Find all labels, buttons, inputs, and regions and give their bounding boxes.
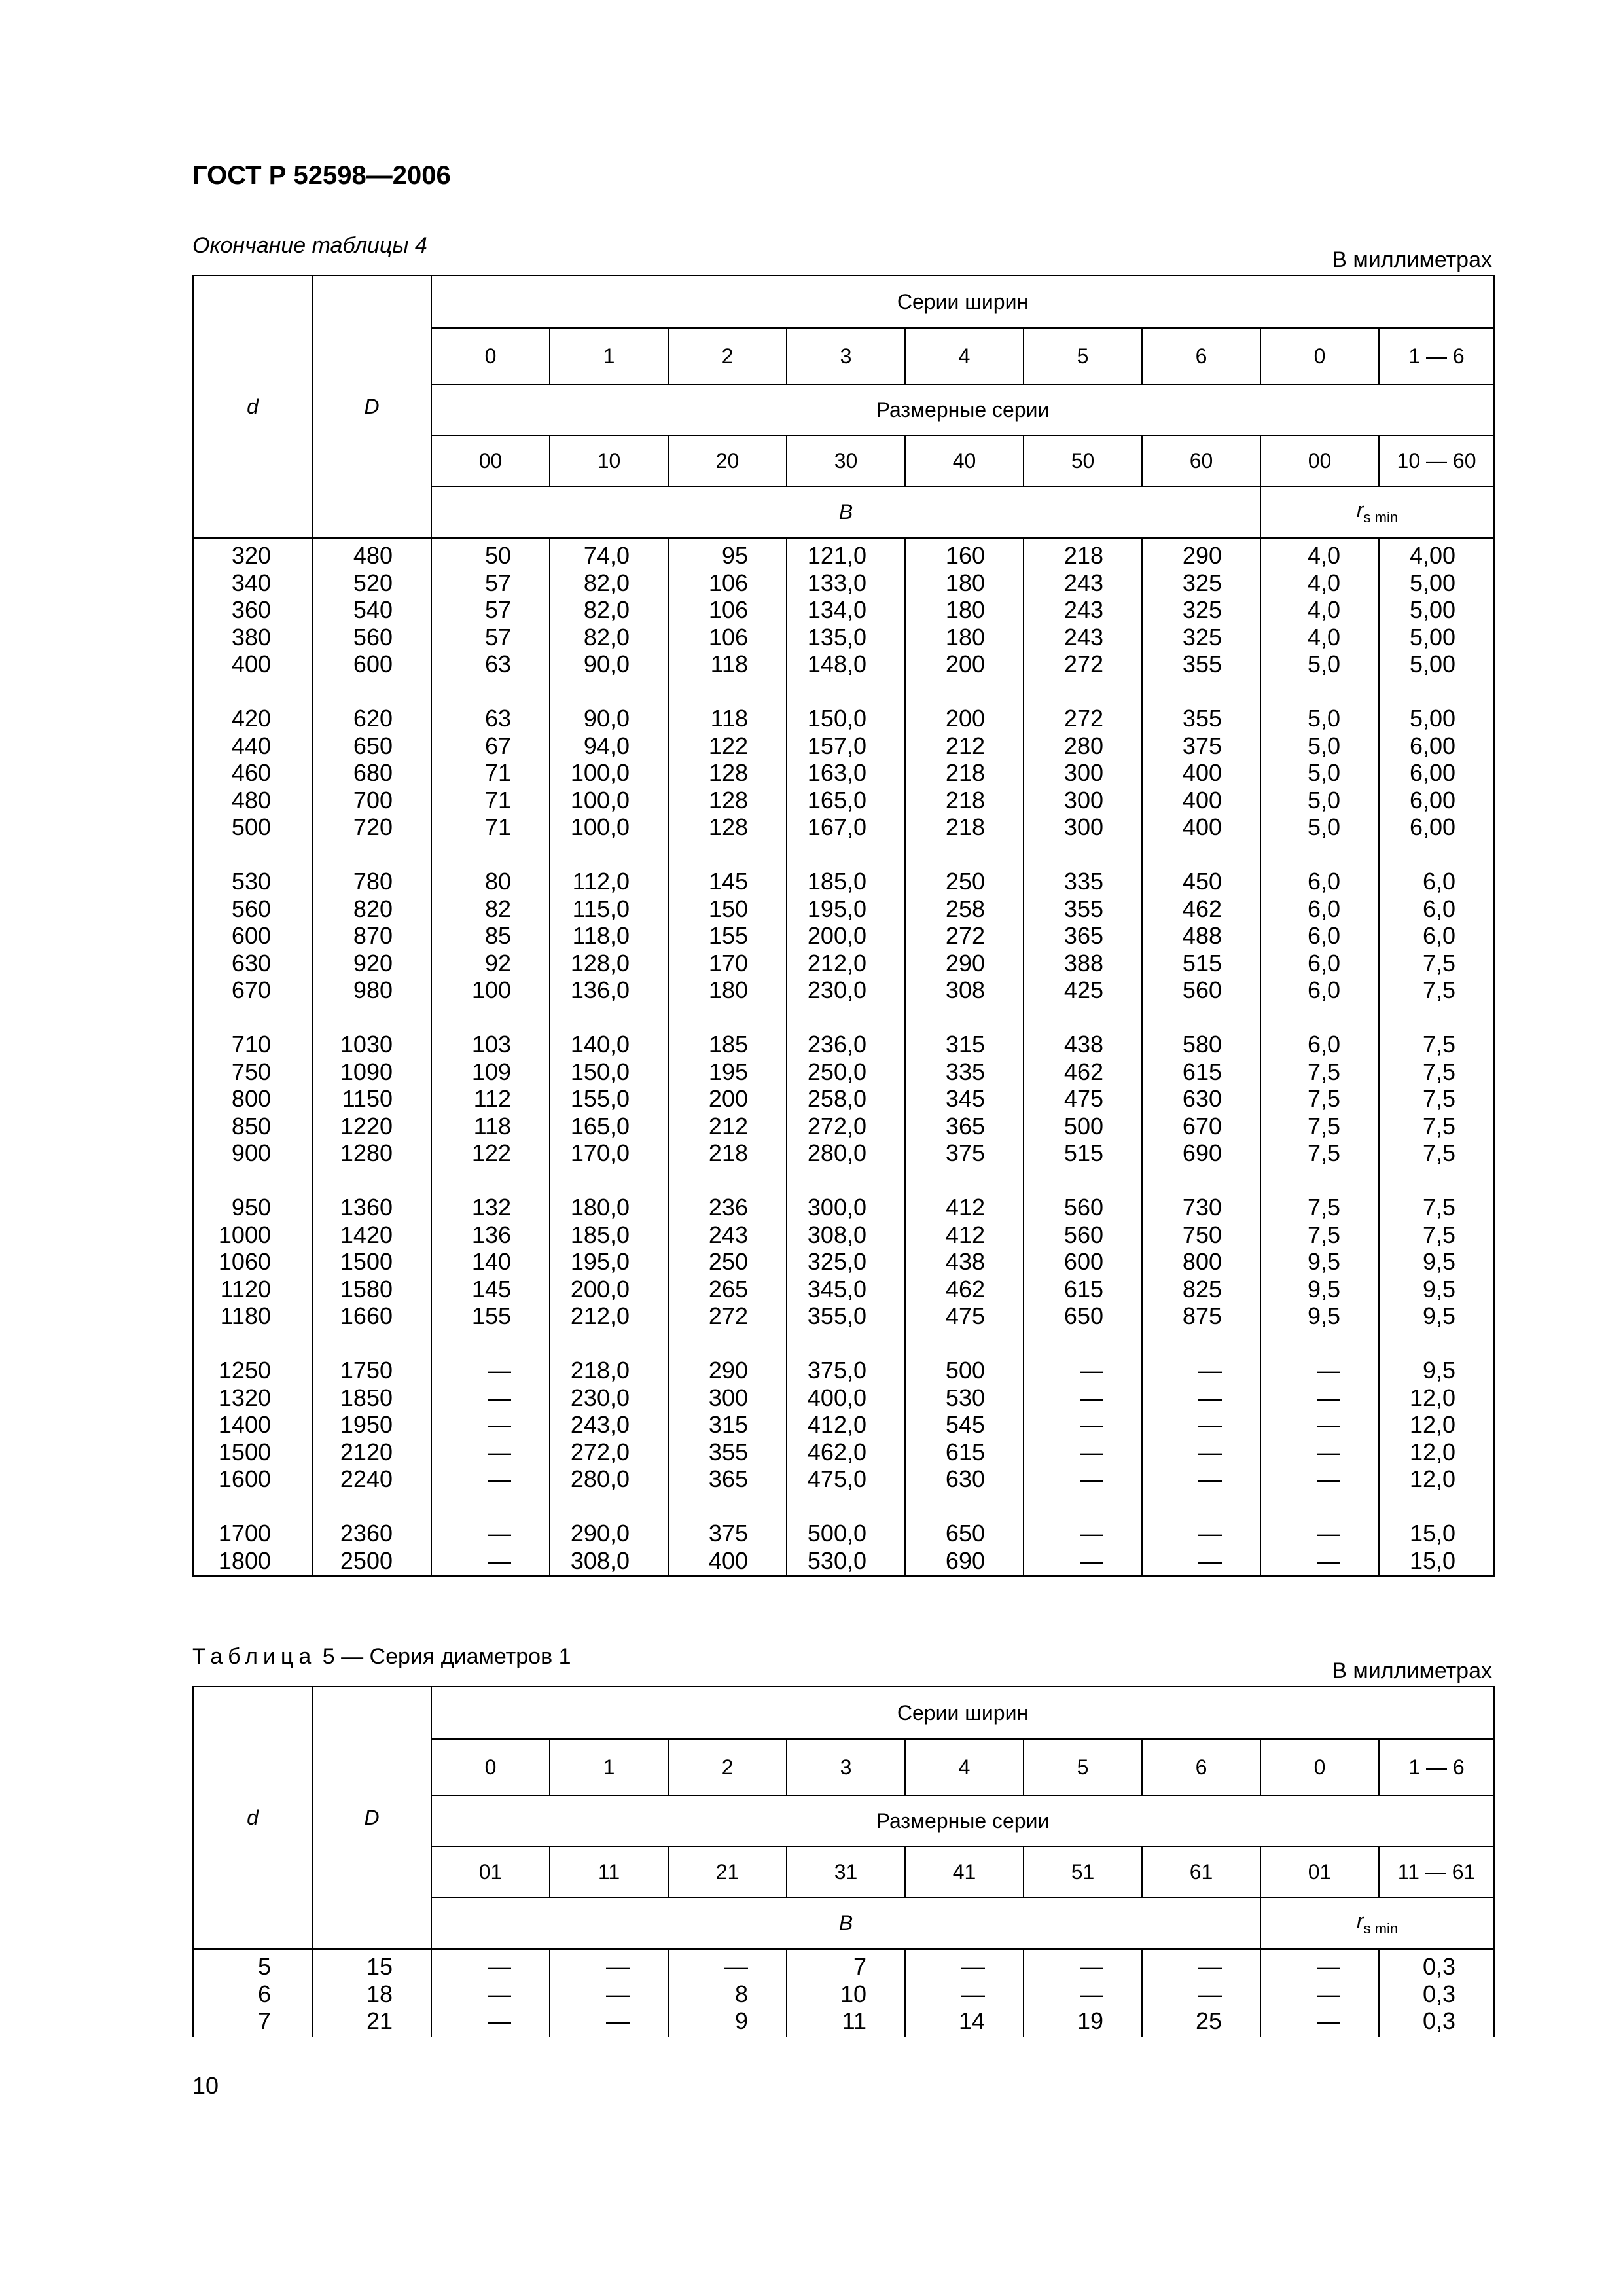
- table5-column-B-41: — — 14: [905, 1949, 1024, 2037]
- table4-width-series-cell: 0: [1260, 328, 1379, 384]
- table5-width-series-title: Серии ширин: [431, 1687, 1494, 1739]
- table4-col-D-header: D: [312, 276, 431, 538]
- table4-dimension-series-title: Размерные серии: [431, 384, 1494, 435]
- table4-column-B-40: 160 180 180 180 200 200 212 218 218 218 250 258 272 290 308 315 335 345 365 375 412 412 438 462 475 500 530 545 615 630 650 690: [905, 538, 1024, 1576]
- table4-width-series-cell: 4: [905, 328, 1024, 384]
- table4-width-series-cell: 3: [787, 328, 905, 384]
- table5: [192, 1686, 1495, 2037]
- table4-column-B-30: 121,0 133,0 134,0 135,0 148,0 150,0 157,0 163,0 165,0 167,0 185,0 195,0 200,0 212,0 230,0 236,0 250,0 258,0 272,0 280,0 300,0 308,0 325,0 345,0 355,0 375,0 400,0 412,0 462,0 475,0 500,0 530,0: [787, 538, 905, 1576]
- table4-width-series-cell: 1: [550, 328, 668, 384]
- table4-column-B-00: 50 57 57 57 63 63 67 71 71 71 80 82 85 92 100 103 109 112 118 122 132 136 140 145 155 — — — — — — —: [431, 538, 550, 1576]
- table5-dimension-series-cell: 21: [668, 1846, 787, 1897]
- table5-caption: [192, 1644, 571, 1670]
- table5-rs-subscript: s min: [1363, 1920, 1399, 1937]
- table4-column-B-10: 74,0 82,0 82,0 82,0 90,0 90,0 94,0 100,0 100,0 100,0 112,0 115,0 118,0 128,0 136,0 140,0 150,0 155,0 165,0 170,0 180,0 185,0 195,0 200,0 212,0 218,0 230,0 243,0 272,0 280,0 290,0 308,0: [550, 538, 668, 1576]
- table5-dimension-series-cell: 11 — 61: [1379, 1846, 1494, 1897]
- table5-column-D: 15 18 21: [312, 1949, 431, 2037]
- table5-width-series-cell: 1: [550, 1739, 668, 1795]
- table5-width-series-cell: 5: [1024, 1739, 1142, 1795]
- table5-width-series-cell: 0: [1260, 1739, 1379, 1795]
- document-standard-header: ГОСТ Р 52598—2006: [192, 161, 451, 190]
- table4-rs-symbol: r: [1356, 497, 1364, 522]
- table5-col-D-header: D: [312, 1687, 431, 1949]
- table4-col-d-header: d: [193, 276, 312, 538]
- page-number: 10: [192, 2072, 219, 2099]
- table5-column-d: 5 6 7: [193, 1949, 312, 2037]
- table5-width-series-cell: 1 — 6: [1379, 1739, 1494, 1795]
- table5-column-B-61: — — 25: [1142, 1949, 1260, 2037]
- table4-caption: Окончание таблицы 4: [192, 233, 427, 258]
- table5-rs-symbol: r: [1356, 1909, 1364, 1933]
- table5-caption-title: 5 — Серия диаметров 1: [316, 1644, 571, 1669]
- table5-dimension-series-cell: 11: [550, 1846, 668, 1897]
- table4-width-series-title: Серии ширин: [431, 276, 1494, 328]
- table4-column-B-20: 95 106 106 106 118 118 122 128 128 128 145 150 155 170 180 185 195 200 212 218 236 243 250 265 272 290 300 315 355 365 375 400: [668, 538, 787, 1576]
- table4-dimension-series-cell: 40: [905, 435, 1024, 486]
- table4-width-series-cell: 2: [668, 328, 787, 384]
- table5-dimension-series-cell: 51: [1024, 1846, 1142, 1897]
- table5-dimension-series-title: Размерные серии: [431, 1795, 1494, 1846]
- table5-column-rs-01: — — —: [1260, 1949, 1379, 2037]
- table4: [192, 275, 1495, 1577]
- table4-dimension-series-cell: 60: [1142, 435, 1260, 486]
- table5-column-B-21: — 8 9: [668, 1949, 787, 2037]
- table5-width-series-cell: 0: [431, 1739, 550, 1795]
- table4-dimension-series-cell: 10 — 60: [1379, 435, 1494, 486]
- table5-dimension-series-cell: 01: [431, 1846, 550, 1897]
- table4-width-series-cell: 6: [1142, 328, 1260, 384]
- table5-dimension-series-cell: 41: [905, 1846, 1024, 1897]
- table5-units: В миллиметрах: [1332, 1659, 1492, 1683]
- table4-dimension-series-cell: 50: [1024, 435, 1142, 486]
- table5-column-B-51: — — 19: [1024, 1949, 1142, 2037]
- table5-col-d-header: d: [193, 1687, 312, 1949]
- table4-column-rs-10-60: 4,00 5,00 5,00 5,00 5,00 5,00 6,00 6,00 6,00 6,00 6,0 6,0 6,0 7,5 7,5 7,5 7,5 7,5 7,5 7,5 7,5 7,5 9,5 9,5 9,5 9,5 12,0 12,0 12,0 12,0 15,0 15,0: [1379, 538, 1494, 1576]
- table5-width-series-cell: 2: [668, 1739, 787, 1795]
- table5-dimension-series-cell: 01: [1260, 1846, 1379, 1897]
- table4-dimension-series-cell: 30: [787, 435, 905, 486]
- table4-column-B-60: 290 325 325 325 355 355 375 400 400 400 450 462 488 515 560 580 615 630 670 690 730 750 800 825 875 — — — — — — —: [1142, 538, 1260, 1576]
- table4-B-header: B: [431, 486, 1260, 538]
- table5-B-header: B: [431, 1897, 1260, 1949]
- table4-rs-subscript: s min: [1363, 509, 1399, 526]
- table4-width-series-cell: 0: [431, 328, 550, 384]
- table4-column-d: 320 340 360 380 400 420 440 460 480 500 530 560 600 630 670 710 750 800 850 900 950 1000 1060 1120 1180 1250 1320 1400 1500 1600 1700 1800: [193, 538, 312, 1576]
- table4-column-B-50: 218 243 243 243 272 272 280 300 300 300 335 355 365 388 425 438 462 475 500 515 560 560 600 615 650 — — — — — — —: [1024, 538, 1142, 1576]
- table5-column-B-31: 7 10 11: [787, 1949, 905, 2037]
- table5-width-series-cell: 6: [1142, 1739, 1260, 1795]
- table5-column-rs-11-61: 0,3 0,3 0,3: [1379, 1949, 1494, 2037]
- table5-column-B-11: — — —: [550, 1949, 668, 2037]
- table4-column-rs-00: 4,0 4,0 4,0 4,0 5,0 5,0 5,0 5,0 5,0 5,0 6,0 6,0 6,0 6,0 6,0 6,0 7,5 7,5 7,5 7,5 7,5 7,5 9,5 9,5 9,5 — — — — — — —: [1260, 538, 1379, 1576]
- table4-units: В миллиметрах: [1332, 247, 1492, 272]
- table4-dimension-series-cell: 00: [431, 435, 550, 486]
- table5-width-series-cell: 4: [905, 1739, 1024, 1795]
- table4-rs-header: [1260, 486, 1494, 538]
- table5-caption-word: Таблица: [192, 1644, 317, 1669]
- table5-dimension-series-cell: 61: [1142, 1846, 1260, 1897]
- table5-dimension-series-cell: 31: [787, 1846, 905, 1897]
- table4-dimension-series-cell: 20: [668, 435, 787, 486]
- table4-column-D: 480 520 540 560 600 620 650 680 700 720 780 820 870 920 980 1030 1090 1150 1220 1280 1360 1420 1500 1580 1660 1750 1850 1950 2120 2240 2360 2500: [312, 538, 431, 1576]
- table5-column-B-01: — — —: [431, 1949, 550, 2037]
- table4-dimension-series-cell: 00: [1260, 435, 1379, 486]
- table4-width-series-cell: 1 — 6: [1379, 328, 1494, 384]
- table5-width-series-cell: 3: [787, 1739, 905, 1795]
- table4-dimension-series-cell: 10: [550, 435, 668, 486]
- table4-width-series-cell: 5: [1024, 328, 1142, 384]
- table5-rs-header: [1260, 1897, 1494, 1949]
